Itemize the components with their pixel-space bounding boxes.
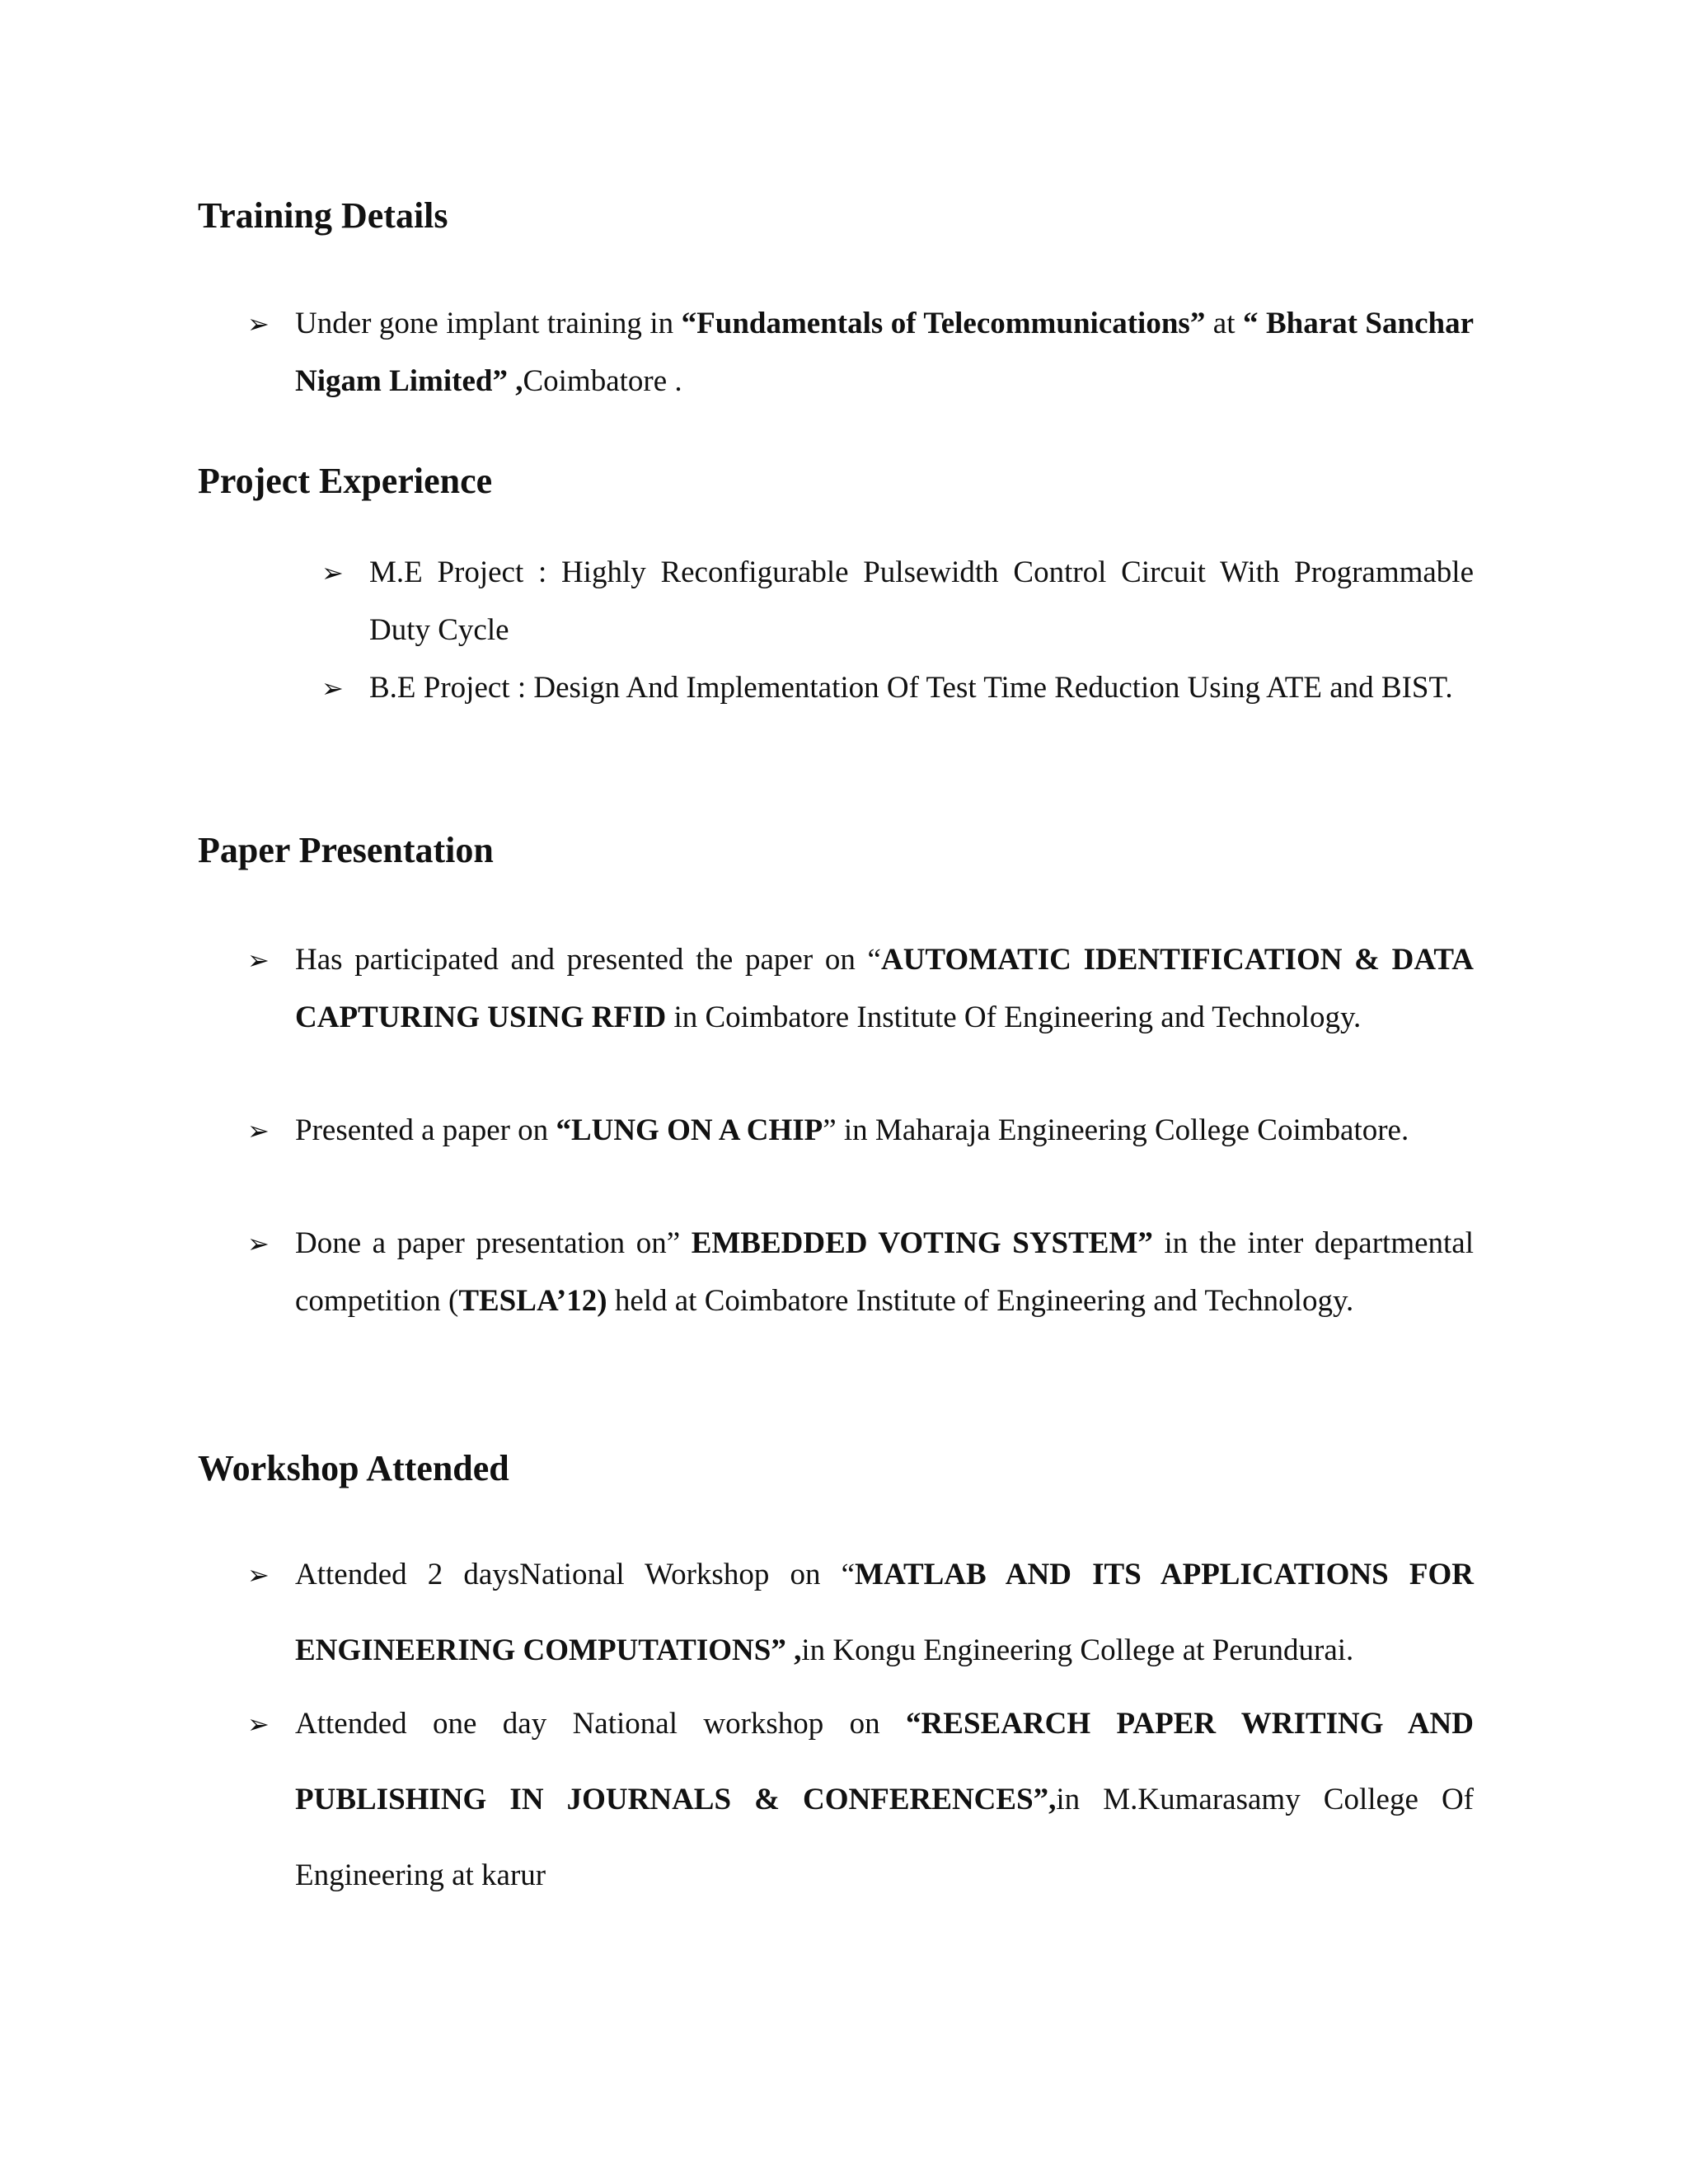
list-item-paper-1 (247, 931, 1474, 1047)
list-item-workshop-2 (247, 1686, 1474, 1914)
item-text: Presented a paper on (295, 1113, 556, 1147)
item-text: at (1205, 307, 1243, 340)
item-bold-text: EMBEDDED VOTING SYSTEM” (691, 1226, 1153, 1260)
item-text: in Kongu Engineering College at Perundurai. (801, 1633, 1354, 1667)
item-text: Attended one day National workshop on (295, 1707, 907, 1741)
arrow-bullet-icon: ➢ (247, 1115, 270, 1146)
item-bold-text: TESLA’12) (458, 1284, 607, 1318)
list-item-paper-3 (247, 1215, 1475, 1330)
list-item-project-be (321, 659, 1474, 717)
item-text: held at Coimbatore Institute of Engineering and Technology. (607, 1284, 1354, 1318)
item-text: Attended 2 daysNational Workshop on “ (295, 1558, 856, 1591)
item-text: in Coimbatore Institute Of Engineering and Technology. (666, 1001, 1362, 1034)
list-item-training-1 (247, 295, 1475, 410)
arrow-bullet-icon: ➢ (247, 1228, 270, 1259)
section-heading-workshop: Workshop Attended (198, 1448, 509, 1488)
item-bold-text: “Fundamentals of Telecommunications” (681, 307, 1206, 340)
item-bold-text: “RESEARCH PAPER WRITING AND PUBLISHING IN JOURNALS & CONFERENCES”, (295, 1707, 1474, 1816)
item-text: in the inter departmental competition ( (295, 1226, 1475, 1318)
item-text: M.E Project : Highly Reconfigurable Pulsewidth Control Circuit With Programmable Duty Cycle (369, 555, 1474, 647)
list-item-workshop-1 (247, 1537, 1474, 1689)
arrow-bullet-icon: ➢ (321, 673, 344, 704)
item-text: in M.Kumarasamy College Of Engineering at karur (295, 1783, 1474, 1892)
item-text: Coimbatore . (523, 364, 682, 398)
arrow-bullet-icon: ➢ (321, 557, 344, 588)
item-bold-text: “ Bharat Sanchar Nigam Limited” , (295, 307, 1475, 398)
item-bold-text: AUTOMATIC IDENTIFICATION & DATA CAPTURING USING RFID (295, 943, 1474, 1034)
arrow-bullet-icon: ➢ (247, 1559, 270, 1591)
arrow-bullet-icon: ➢ (247, 944, 270, 976)
item-bold-text: MATLAB AND ITS APPLICATIONS FOR ENGINEERING COMPUTATIONS” , (295, 1558, 1474, 1667)
item-text: ” in Maharaja Engineering College Coimbatore. (823, 1113, 1409, 1147)
list-item-paper-2 (247, 1102, 1474, 1160)
arrow-bullet-icon: ➢ (247, 1708, 270, 1740)
section-heading-training: Training Details (198, 195, 448, 236)
item-text: B.E Project : Design And Implementation Of Test Time Reduction Using ATE and BIST. (369, 671, 1453, 705)
section-heading-project: Project Experience (198, 461, 493, 501)
section-heading-paper: Paper Presentation (198, 830, 494, 870)
arrow-bullet-icon: ➢ (247, 308, 270, 340)
list-item-project-me (321, 544, 1474, 659)
item-text: Under gone implant training in (295, 307, 682, 340)
item-bold-text: “LUNG ON A CHIP (556, 1113, 823, 1147)
item-text: Has participated and presented the paper on “ (295, 943, 881, 977)
item-text: Done a paper presentation on” (295, 1226, 692, 1260)
